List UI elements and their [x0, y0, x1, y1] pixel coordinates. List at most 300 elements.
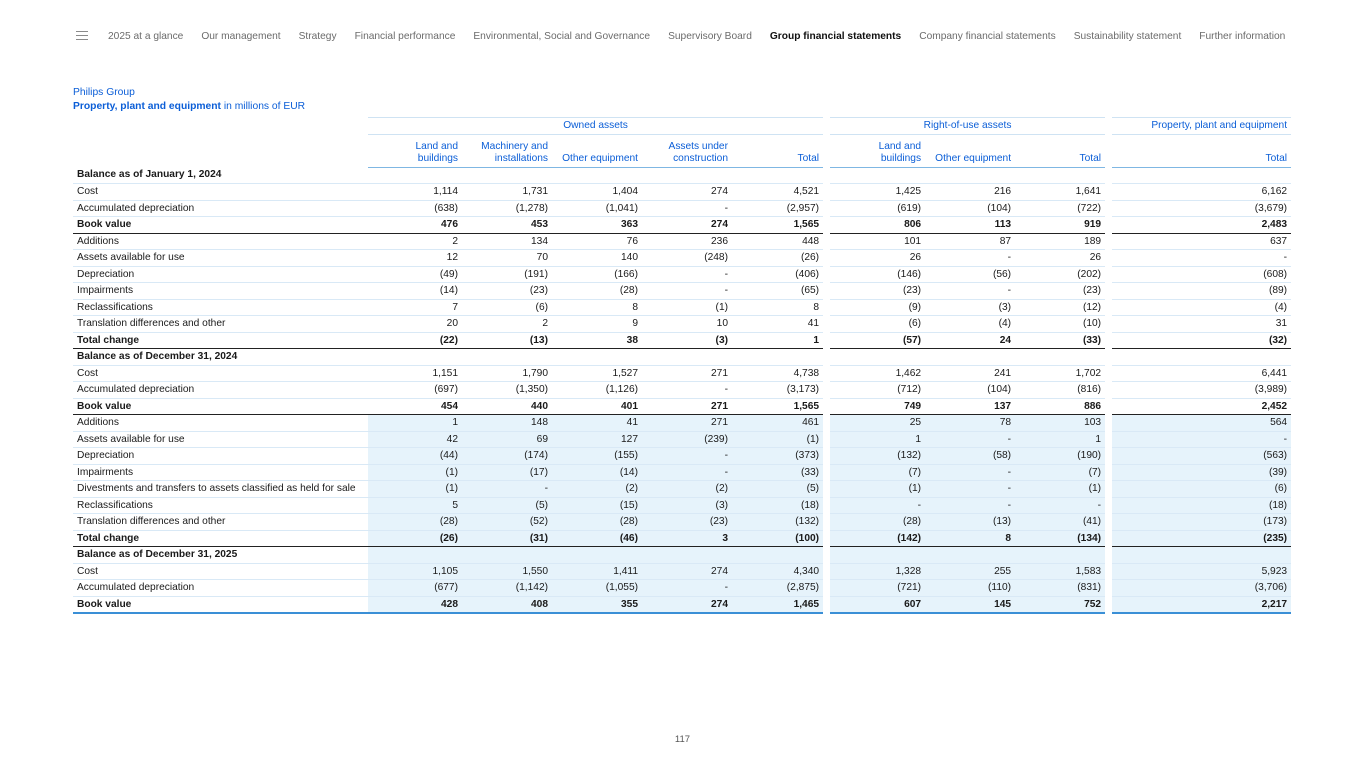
column-header: Total [1112, 134, 1291, 167]
table-cell: 8 [552, 299, 642, 316]
table-cell: (28) [830, 514, 925, 531]
table-cell [552, 349, 642, 366]
table-cell: (4) [925, 316, 1015, 333]
page-number: 117 [674, 734, 691, 745]
table-cell: (57) [830, 332, 925, 349]
group-gap [1105, 118, 1112, 135]
cell-gap [1105, 217, 1112, 234]
table-cell: 101 [830, 233, 925, 250]
table-cell: (44) [368, 448, 462, 465]
cell-gap [1105, 415, 1112, 432]
cell-gap [823, 530, 830, 547]
cell-gap [1105, 200, 1112, 217]
table-cell: (56) [925, 266, 1015, 283]
nav-link[interactable]: Supervisory Board [668, 31, 752, 42]
table-cell: 26 [830, 250, 925, 267]
row-label: Divestments and transfers to assets classified as held for sale [73, 481, 368, 498]
cell-gap [1105, 316, 1112, 333]
cell-gap [1105, 431, 1112, 448]
table-cell: (46) [552, 530, 642, 547]
table-title: Property, plant and equipment [73, 101, 221, 112]
table-cell: 1,641 [1015, 184, 1105, 201]
table-cell: 1,565 [732, 217, 823, 234]
table-cell: - [642, 580, 732, 597]
table-cell: 461 [732, 415, 823, 432]
cell-gap [1105, 167, 1112, 184]
table-cell: (248) [642, 250, 732, 267]
table-cell: (155) [552, 448, 642, 465]
table-cell: (18) [1112, 497, 1291, 514]
nav-link[interactable]: Our management [201, 31, 281, 42]
table-cell: 78 [925, 415, 1015, 432]
table-cell: (33) [732, 464, 823, 481]
table-row [73, 316, 1291, 333]
cell-gap [1105, 233, 1112, 250]
table-cell: (3,679) [1112, 200, 1291, 217]
table-cell: (2) [642, 481, 732, 498]
table-cell: (1) [642, 299, 732, 316]
table-cell: (4) [1112, 299, 1291, 316]
table-cell: (14) [368, 283, 462, 300]
table-cell: (104) [925, 382, 1015, 399]
table-cell [552, 167, 642, 184]
cell-gap [1105, 365, 1112, 382]
cell-gap [1105, 596, 1112, 613]
table-cell: (1) [1015, 481, 1105, 498]
table-cell: (3,173) [732, 382, 823, 399]
table-cell: - [642, 448, 732, 465]
table-cell: - [925, 464, 1015, 481]
table-row [73, 200, 1291, 217]
table-row [73, 415, 1291, 432]
table-cell: (6) [1112, 481, 1291, 498]
cell-gap [823, 233, 830, 250]
table-cell: - [925, 481, 1015, 498]
table-cell: (2,875) [732, 580, 823, 597]
table-cell [1015, 167, 1105, 184]
table-cell: (3) [642, 497, 732, 514]
cell-gap [1105, 266, 1112, 283]
table-cell: (406) [732, 266, 823, 283]
top-navigation [0, 0, 1365, 72]
row-label: Additions [73, 233, 368, 250]
table-cell: (235) [1112, 530, 1291, 547]
table-cell [925, 349, 1015, 366]
cell-gap [823, 448, 830, 465]
table-cell: - [1112, 250, 1291, 267]
table-cell: (33) [1015, 332, 1105, 349]
table-cell: (28) [368, 514, 462, 531]
table-cell: - [642, 266, 732, 283]
cell-gap [823, 184, 830, 201]
table-cell [462, 167, 552, 184]
table-cell: (239) [642, 431, 732, 448]
table-cell: (816) [1015, 382, 1105, 399]
cell-gap [823, 299, 830, 316]
table-cell [462, 349, 552, 366]
header-gap [823, 134, 830, 167]
table-row [73, 464, 1291, 481]
ppe-table-wrapper [73, 117, 1291, 614]
table-cell [368, 349, 462, 366]
table-cell [925, 547, 1015, 564]
table-cell: 607 [830, 596, 925, 613]
column-group-row [73, 118, 1291, 135]
table-cell: - [642, 464, 732, 481]
row-label: Book value [73, 596, 368, 613]
table-row [73, 184, 1291, 201]
table-cell: (166) [552, 266, 642, 283]
table-caption [73, 86, 305, 114]
table-cell [642, 547, 732, 564]
table-row [73, 250, 1291, 267]
table-row [73, 299, 1291, 316]
table-cell: 806 [830, 217, 925, 234]
table-cell: (58) [925, 448, 1015, 465]
table-cell: 189 [1015, 233, 1105, 250]
row-label: Accumulated depreciation [73, 580, 368, 597]
table-cell: 70 [462, 250, 552, 267]
table-cell: 148 [462, 415, 552, 432]
cell-gap [823, 250, 830, 267]
table-cell: 10 [642, 316, 732, 333]
table-cell [830, 349, 925, 366]
table-row [73, 266, 1291, 283]
table-cell: 1,411 [552, 563, 642, 580]
table-row [73, 233, 1291, 250]
table-cell: 4,738 [732, 365, 823, 382]
table-cell: (39) [1112, 464, 1291, 481]
table-cell: 24 [925, 332, 1015, 349]
cell-gap [823, 464, 830, 481]
table-cell: (1,126) [552, 382, 642, 399]
row-label: Cost [73, 365, 368, 382]
table-cell: (712) [830, 382, 925, 399]
table-cell: 428 [368, 596, 462, 613]
table-cell: 2,217 [1112, 596, 1291, 613]
row-label: Additions [73, 415, 368, 432]
table-cell: 448 [732, 233, 823, 250]
table-cell: (49) [368, 266, 462, 283]
row-label: Impairments [73, 283, 368, 300]
table-cell: 408 [462, 596, 552, 613]
table-cell [1015, 349, 1105, 366]
table-cell: 1,404 [552, 184, 642, 201]
table-cell: (5) [462, 497, 552, 514]
table-cell: 1 [830, 431, 925, 448]
table-cell: 2 [368, 233, 462, 250]
table-cell: 137 [925, 398, 1015, 415]
table-cell: 749 [830, 398, 925, 415]
nav-link[interactable]: 2025 at a glance [108, 31, 184, 42]
header-spacer [73, 134, 368, 167]
hamburger-menu-icon[interactable] [76, 31, 88, 41]
table-cell: (104) [925, 200, 1015, 217]
table-cell: 103 [1015, 415, 1105, 432]
table-cell: (1,055) [552, 580, 642, 597]
row-label: Balance as of January 1, 2024 [73, 167, 368, 184]
table-cell [1112, 547, 1291, 564]
table-cell: - [642, 200, 732, 217]
column-header: Machinery and installations [462, 134, 552, 167]
table-cell: 8 [925, 530, 1015, 547]
table-cell: 1,462 [830, 365, 925, 382]
table-cell: 3 [642, 530, 732, 547]
table-cell [732, 167, 823, 184]
cell-gap [823, 332, 830, 349]
row-label: Translation differences and other [73, 316, 368, 333]
table-cell: 355 [552, 596, 642, 613]
table-cell: (7) [830, 464, 925, 481]
table-cell: (14) [552, 464, 642, 481]
table-cell: - [642, 382, 732, 399]
table-row [73, 580, 1291, 597]
table-cell [830, 167, 925, 184]
nav-link[interactable]: Group financial statements [769, 31, 902, 42]
column-header: Land and buildings [830, 134, 925, 167]
table-cell [462, 547, 552, 564]
table-cell: 1,328 [830, 563, 925, 580]
table-cell: (1) [830, 481, 925, 498]
table-cell: (13) [925, 514, 1015, 531]
table-cell: (28) [552, 514, 642, 531]
table-cell: 134 [462, 233, 552, 250]
table-cell: (1) [732, 431, 823, 448]
header-spacer [73, 118, 368, 135]
row-label: Accumulated depreciation [73, 200, 368, 217]
cell-gap [823, 398, 830, 415]
table-cell: 919 [1015, 217, 1105, 234]
cell-gap [823, 167, 830, 184]
table-cell: 476 [368, 217, 462, 234]
table-cell: 31 [1112, 316, 1291, 333]
table-cell: (1,278) [462, 200, 552, 217]
table-cell: (52) [462, 514, 552, 531]
table-cell: (65) [732, 283, 823, 300]
table-cell: 271 [642, 398, 732, 415]
row-label: Cost [73, 563, 368, 580]
table-cell: (3,989) [1112, 382, 1291, 399]
table-cell [830, 547, 925, 564]
table-cell: (32) [1112, 332, 1291, 349]
cell-gap [823, 382, 830, 399]
table-cell [642, 167, 732, 184]
table-cell [1015, 547, 1105, 564]
column-header-row [73, 134, 1291, 167]
table-cell: 1,583 [1015, 563, 1105, 580]
table-cell: (190) [1015, 448, 1105, 465]
table-cell: 6,441 [1112, 365, 1291, 382]
cell-gap [823, 217, 830, 234]
table-cell: 255 [925, 563, 1015, 580]
table-cell: 76 [552, 233, 642, 250]
cell-gap [1105, 332, 1112, 349]
table-cell: (1,041) [552, 200, 642, 217]
row-label: Reclassifications [73, 299, 368, 316]
group-header-ppe: Property, plant and equipment [1112, 118, 1291, 135]
cell-gap [823, 266, 830, 283]
table-cell: (26) [368, 530, 462, 547]
header-gap [1105, 134, 1112, 167]
table-cell: 1,790 [462, 365, 552, 382]
row-label: Translation differences and other [73, 514, 368, 531]
nav-link[interactable]: Sustainability statement [1073, 31, 1182, 42]
nav-link[interactable]: Financial performance [354, 31, 456, 42]
table-cell [368, 167, 462, 184]
table-cell: (18) [732, 497, 823, 514]
table-cell [732, 349, 823, 366]
table-cell: (2,957) [732, 200, 823, 217]
table-cell: 1,731 [462, 184, 552, 201]
table-row [73, 332, 1291, 349]
table-cell: 241 [925, 365, 1015, 382]
table-cell: 8 [732, 299, 823, 316]
table-cell: 274 [642, 217, 732, 234]
table-cell: 1,105 [368, 563, 462, 580]
table-cell: 113 [925, 217, 1015, 234]
table-cell [1112, 167, 1291, 184]
table-cell: (202) [1015, 266, 1105, 283]
table-cell: 145 [925, 596, 1015, 613]
table-cell: 6,162 [1112, 184, 1291, 201]
nav-link[interactable]: Strategy [298, 31, 337, 42]
table-cell: 127 [552, 431, 642, 448]
table-cell: (146) [830, 266, 925, 283]
table-cell: 1,425 [830, 184, 925, 201]
table-cell: - [925, 431, 1015, 448]
group-gap [823, 118, 830, 135]
row-label: Assets available for use [73, 431, 368, 448]
cell-gap [1105, 349, 1112, 366]
row-label: Impairments [73, 464, 368, 481]
table-row [73, 217, 1291, 234]
row-label: Accumulated depreciation [73, 382, 368, 399]
table-cell: 454 [368, 398, 462, 415]
table-cell: 41 [732, 316, 823, 333]
table-cell: 1,527 [552, 365, 642, 382]
column-header: Total [732, 134, 823, 167]
table-cell: - [642, 283, 732, 300]
table-cell: (1,142) [462, 580, 552, 597]
table-cell: (17) [462, 464, 552, 481]
table-cell: 752 [1015, 596, 1105, 613]
group-header-right-of-use-assets: Right-of-use assets [830, 118, 1105, 135]
row-label: Balance as of December 31, 2024 [73, 349, 368, 366]
table-cell: (1) [368, 464, 462, 481]
table-cell: (563) [1112, 448, 1291, 465]
table-row [73, 481, 1291, 498]
table-cell: 363 [552, 217, 642, 234]
table-cell: (23) [642, 514, 732, 531]
table-row [73, 349, 1291, 366]
cell-gap [1105, 448, 1112, 465]
nav-link[interactable]: Company financial statements [919, 31, 1056, 42]
column-header: Land and buildings [368, 134, 462, 167]
table-cell: (26) [732, 250, 823, 267]
table-cell: 1,550 [462, 563, 552, 580]
nav-link[interactable]: Further information [1199, 31, 1286, 42]
table-cell: (31) [462, 530, 552, 547]
table-cell: (10) [1015, 316, 1105, 333]
table-cell: (6) [830, 316, 925, 333]
table-row [73, 167, 1291, 184]
table-row [73, 547, 1291, 564]
cell-gap [1105, 514, 1112, 531]
table-cell: (608) [1112, 266, 1291, 283]
table-cell: 216 [925, 184, 1015, 201]
table-cell [732, 547, 823, 564]
table-cell [925, 167, 1015, 184]
table-cell: 1,114 [368, 184, 462, 201]
table-cell: (3,706) [1112, 580, 1291, 597]
row-label: Cost [73, 184, 368, 201]
row-label: Reclassifications [73, 497, 368, 514]
group-header-owned-assets: Owned assets [368, 118, 823, 135]
table-cell: - [925, 497, 1015, 514]
column-header: Total [1015, 134, 1105, 167]
table-row [73, 398, 1291, 415]
table-cell: (9) [830, 299, 925, 316]
table-cell: (2) [552, 481, 642, 498]
row-label: Assets available for use [73, 250, 368, 267]
table-cell: (142) [830, 530, 925, 547]
table-cell: (677) [368, 580, 462, 597]
table-row [73, 448, 1291, 465]
table-cell: 1 [368, 415, 462, 432]
cell-gap [1105, 299, 1112, 316]
table-cell: 5,923 [1112, 563, 1291, 580]
row-label: Book value [73, 217, 368, 234]
table-cell [642, 349, 732, 366]
table-cell: 271 [642, 415, 732, 432]
table-cell: (721) [830, 580, 925, 597]
table-cell: 7 [368, 299, 462, 316]
table-cell: (7) [1015, 464, 1105, 481]
table-cell [552, 547, 642, 564]
nav-links [108, 30, 1303, 44]
table-cell: (15) [552, 497, 642, 514]
row-label: Depreciation [73, 266, 368, 283]
cell-gap [1105, 481, 1112, 498]
cell-gap [823, 415, 830, 432]
cell-gap [1105, 563, 1112, 580]
table-cell: 4,340 [732, 563, 823, 580]
table-cell: (22) [368, 332, 462, 349]
table-cell: 1,702 [1015, 365, 1105, 382]
table-cell: (132) [732, 514, 823, 531]
cell-gap [1105, 283, 1112, 300]
nav-link[interactable]: Environmental, Social and Governance [473, 31, 651, 42]
cell-gap [823, 580, 830, 597]
table-cell: (12) [1015, 299, 1105, 316]
table-cell: (23) [1015, 283, 1105, 300]
table-cell: 25 [830, 415, 925, 432]
table-cell: (619) [830, 200, 925, 217]
table-row [73, 382, 1291, 399]
table-cell: 69 [462, 431, 552, 448]
table-cell: - [1112, 431, 1291, 448]
table-cell: - [1015, 497, 1105, 514]
table-cell: (41) [1015, 514, 1105, 531]
table-cell: 26 [1015, 250, 1105, 267]
table-cell: (100) [732, 530, 823, 547]
table-cell: (373) [732, 448, 823, 465]
cell-gap [823, 514, 830, 531]
column-header: Other equipment [552, 134, 642, 167]
table-cell: 886 [1015, 398, 1105, 415]
table-cell: 637 [1112, 233, 1291, 250]
table-row [73, 431, 1291, 448]
